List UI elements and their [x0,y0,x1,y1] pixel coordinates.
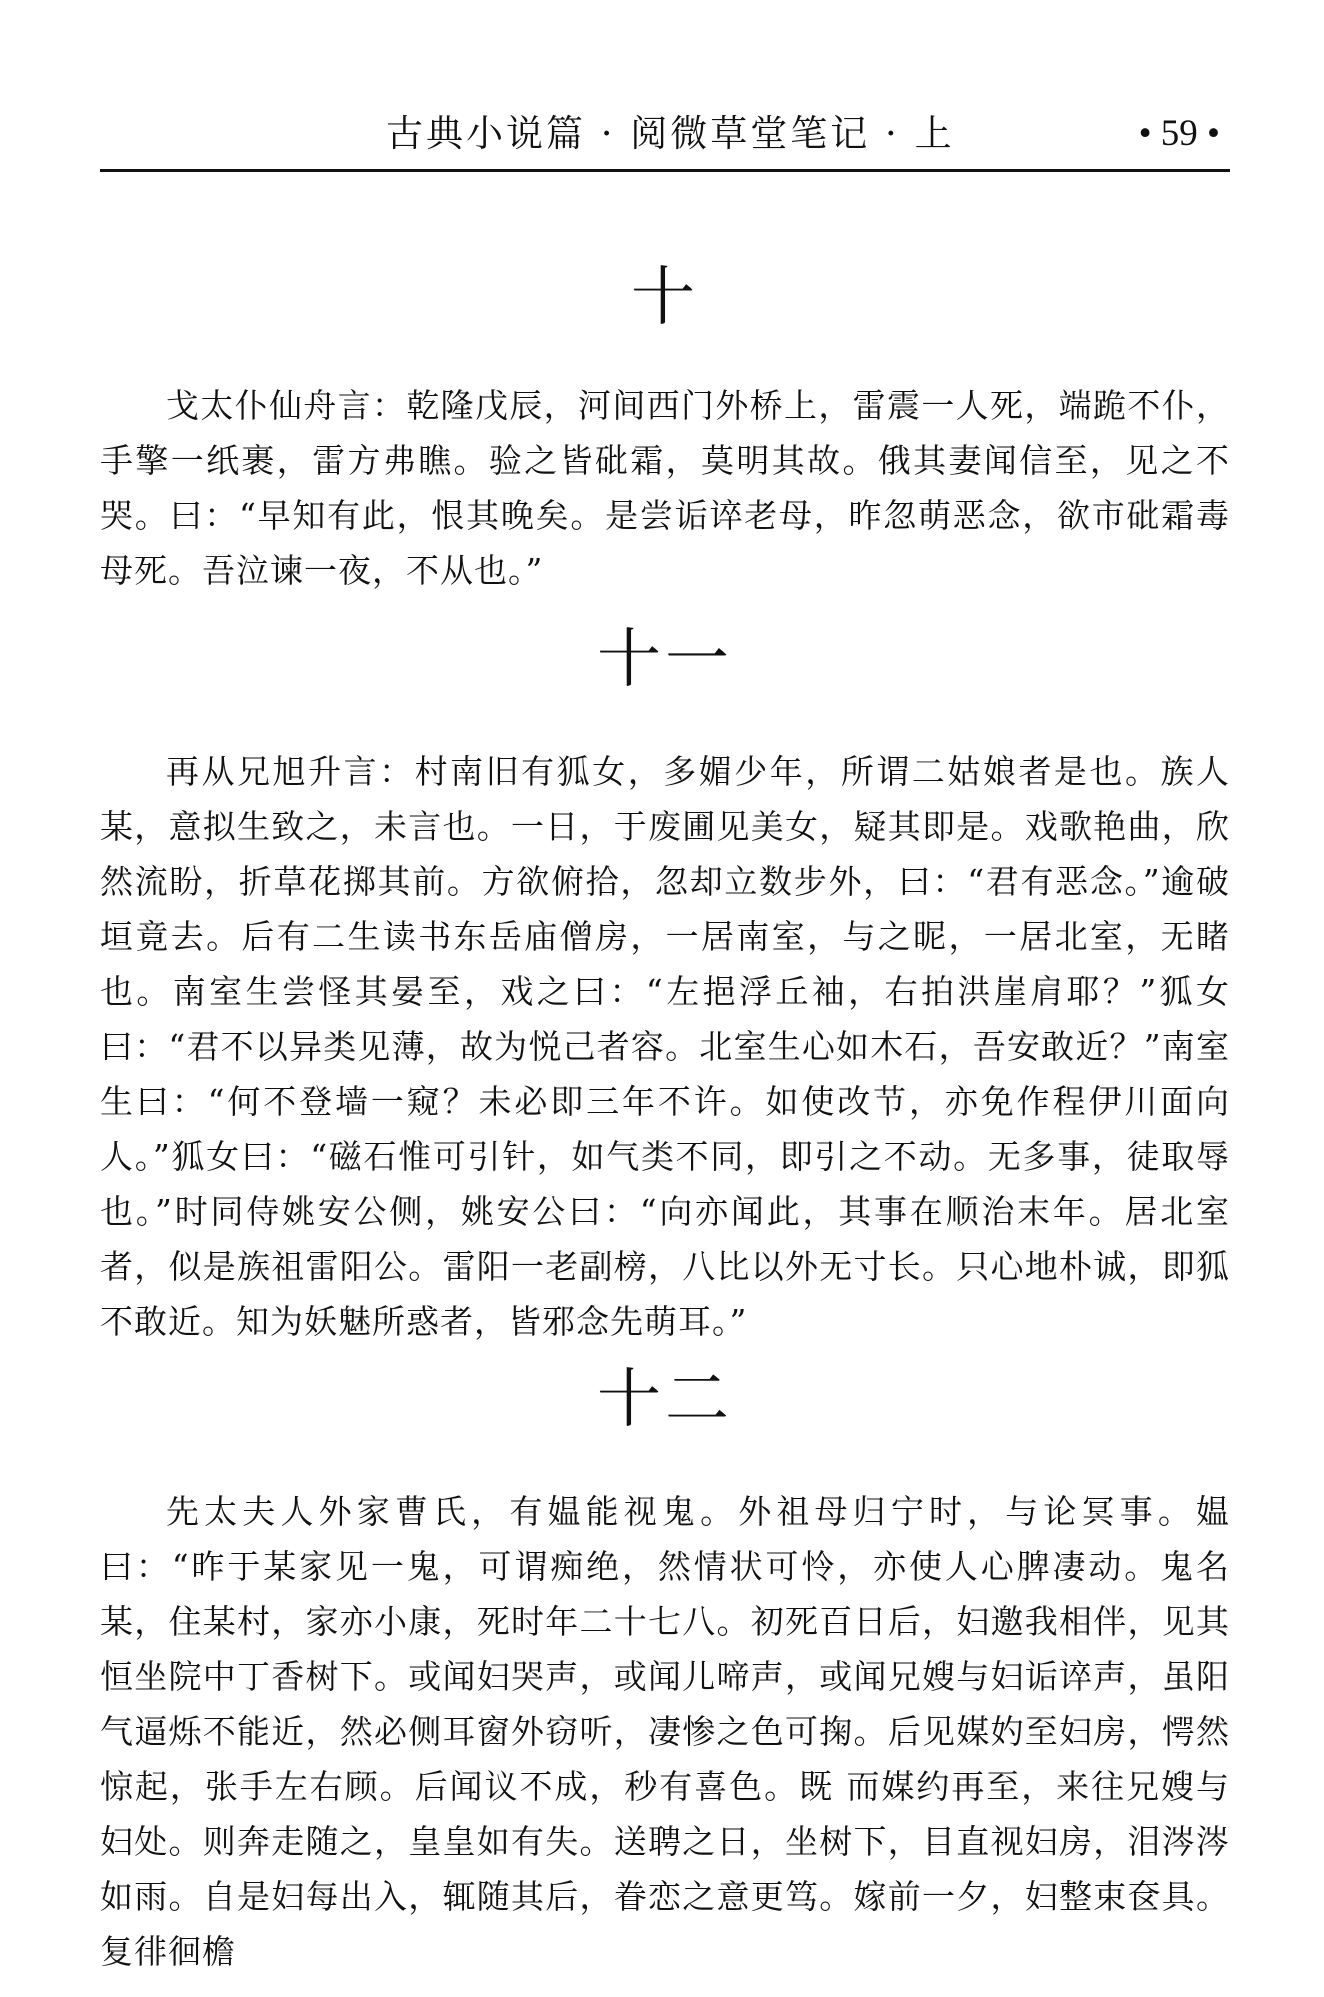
running-header [100,108,1230,170]
section-heading: 十 [631,261,699,335]
header-rule [100,169,1230,172]
section-heading: 十二 [597,1363,733,1437]
header-title: 古典小说篇 · 阅微草堂笔记 · 上 [386,112,955,155]
section-11 [100,620,1230,1349]
section-heading: 十一 [597,623,733,697]
section-body: 先太夫人外家曹氏，有媪能视鬼。外祖母归宁时，与论冥事。媪曰：“昨于某家见一鬼，可谓痴绝，然情状可怜，亦使人心脾凄动。鬼名某，住某村，家亦小康，死时年二十七八。初死百日后，妇邀我相伴，见其恒坐院中丁香树下。或闻妇哭声，或闻儿啼声，或闻兄嫂与妇诟谇声，虽阳气逼烁不能近，然必侧耳窗外窃听，凄惨之色可掬。后见媒妁至妇房，愕然惊起，张手左右顾。后闻议不成，秒有喜色。既 而媒约再至，来往兄嫂与妇处。则奔走随之，皇皇如有失。送聘之日，坐树下，目直视妇房，泪涔涔如雨。自是妇每出入，辄随其后，眷恋之意更笃。嫁前一夕，妇整束奁具。复徘徊檐 [100,1492,1230,1971]
page-number: • 59 • [1138,113,1220,154]
section-10 [100,258,1230,598]
section-12 [100,1360,1230,1979]
section-body: 再从兄旭升言：村南旧有狐女，多媚少年，所谓二姑娘者是也。族人某，意拟生致之，未言也。一日，于废圃见美女，疑其即是。戏歌艳曲，欣然流盼，折草花掷其前。方欲俯拾，忽却立数步外，曰：“君有恶念。”逾破垣竟去。后有二生读书东岳庙僧房，一居南室，与之昵，一居北室，无睹也。南室生尝怪其晏至，戏之曰：“左挹浮丘袖，右拍洪崖肩耶？”狐女曰：“君不以异类见薄，故为悦己者容。北室生心如木石，吾安敢近？”南室生曰：“何不登墙一窥？未必即三年不许。如使改节，亦免作程伊川面向人。”狐女曰：“磁石惟可引针，如气类不同，即引之不动。无多事，徒取辱也。”时同侍姚安公侧，姚安公曰：“向亦闻此，其事在顺治末年。居北室者，似是族祖雷阳公。雷阳一老副榜，八比以外无寸长。只心地朴诚，即狐不敢近。知为妖魅所惑者，皆邪念先萌耳。” [100,752,1230,1341]
section-body: 戈太仆仙舟言：乾隆戊辰，河间西门外桥上，雷震一人死，端跪不仆，手擎一纸裹，雷方弗瞧。验之皆砒霜，莫明其故。俄其妻闻信至，见之不哭。曰：“早知有此，恨其晚矣。是尝诟谇老母，昨忽萌恶念，欲市砒霜毒母死。吾泣谏一夜，不从也。” [100,386,1230,590]
